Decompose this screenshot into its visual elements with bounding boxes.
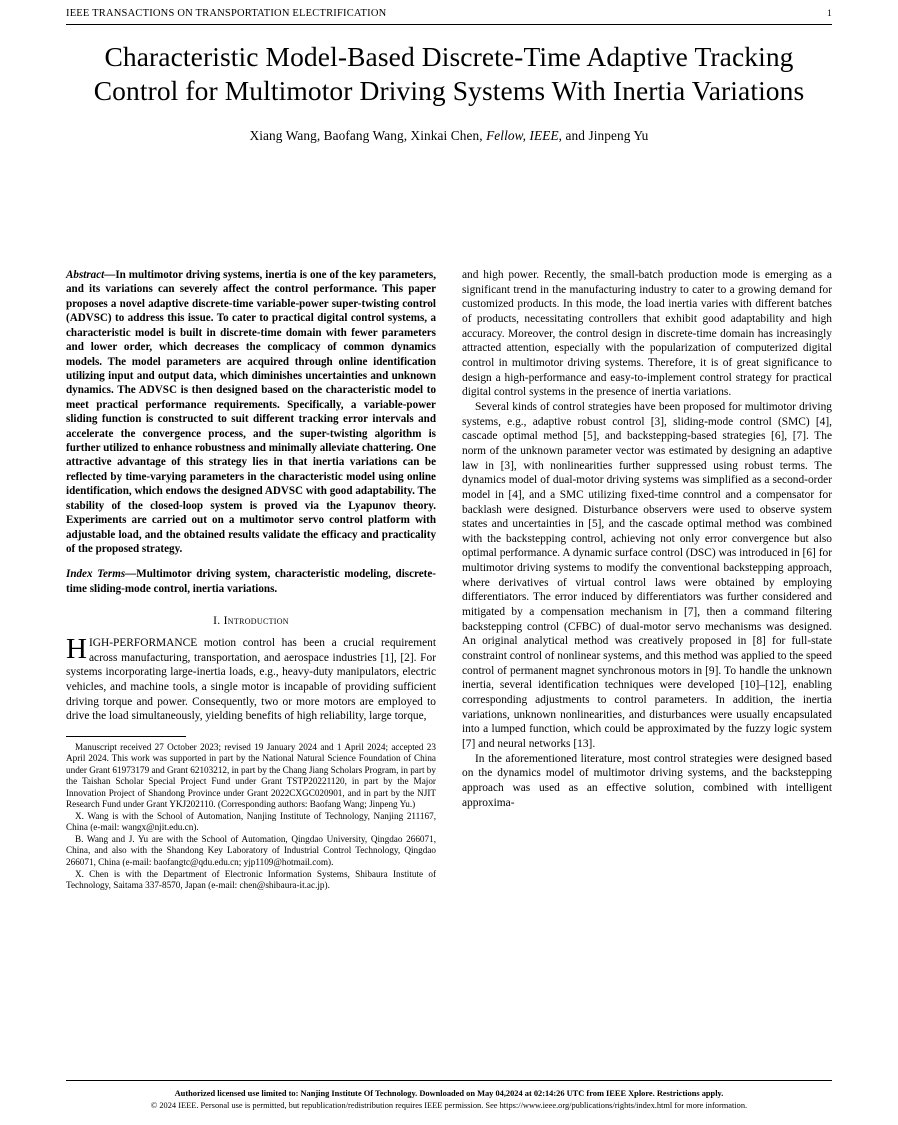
page-title: Characteristic Model-Based Discrete-Time Adaptive Tracking Control for Multimotor Driving Systems With Inertia Variations: [93, 41, 805, 106]
footer-license-line: Authorized licensed use limited to: Nanjing Institute Of Technology. Downloaded on May 04,2024 at 02:14:26 UTC from IEEE Xplore. Restrictions apply.: [174, 1089, 724, 1099]
footer-copyright-line: © 2024 IEEE. Personal use is permitted, but republication/redistribution requires IEEE permission. See https://www.ieee.org/publications/rights/index.html for more information.: [150, 1100, 748, 1110]
right-paragraph-1: and high power. Recently, the small-batch production mode is emerging as a significant trend in the manufacturing industry to cater to a growing demand for customized products. In this mode, the load inertia varies with different batches of products, necessitating controllers that exhibit good adaptability and high accuracy. Moreover, the control design in discrete-time domain has increasingly attracted attention, especially with the popularization of computerized digital control in multimotor driving systems. Therefore, it is of great significance to design a high-performance and easy-to-implement control strategy for practical digital control systems in the presence of inertia variations.: [462, 269, 832, 399]
left-column: [66, 268, 436, 892]
page-footer: [66, 1088, 832, 1111]
journal-name: IEEE TRANSACTIONS ON TRANSPORTATION ELECTRIFICATION: [66, 8, 387, 19]
authors-part1: Xiang Wang, Baofang Wang, Xinkai Chen,: [249, 128, 487, 144]
author-list: [66, 128, 832, 144]
footnote-manuscript: Manuscript received 27 October 2023; revised 19 January 2024 and 1 April 2024; accepted 23 April 2024. This work was supported in part by the National Natural Science Foundation of China under Grant 61973179 and Grant 62103212, in part by the Chang Jiang Scholars Program, in part by the Taishan Scholar Special Project Fund under Grant TSTP20221120, in part by the Major Innovation Project of Shandong Province under Grant 2022CXGC020901, and in part by the NJIT Research Fund under Grant YKJ202110. (Corresponding authors: Baofang Wang; Jinpeng Yu.): [66, 742, 436, 809]
footnote-author-wang-x: X. Wang is with the School of Automation, Nanjing Institute of Technology, Nanjing 211167, China (e-mail: wangx@njit.edu.cn).: [66, 810, 436, 833]
footer-rule: [66, 1080, 832, 1081]
right-paragraph-2: Several kinds of control strategies have been proposed for multimotor driving systems, e.g., adaptive robust control [3], sliding-mode control (SMC) [4], cascade optimal method [5], and backstepping-based strategies [6], [7]. The norm of the unknown parameter vector was estimated by designing an adaptive law in [3], with nonlinearities further suppressed using robust terms. The dynamics model of dual-motor driving systems was simplified as a second-order model in [4], and a SMC utilizing fixed-time conntrol and a compensator for backlash were designed. Disturbance observers were used to observe system states and uncertainties in [5], and the cascade optimal method was combined with the backstepping control, achieving not only error convergence but also optimal performance. A dynamic surface control (DSC) was introduced in [6] for multimotor driving systems to modify the conventional backstepping approach, where derivatives of virtual control laws were obtained by employing differentiators. The error induced by differentiators was further considered and mitigated by a compensation mechanism in [7], then a command filtering backstepping control (CFBC) of dual-motor servo mechanisms was designed. An original analytical method was creatively proposed in [8] for full-state constraint control of nonlinear systems, and this method was applied to the speed control of permanent magnet synchronous motors in [9]. To handle the unknown inertia, several identification techniques were developed [10]–[12], enabling corresponding adjustments to control parameters. In addition, the inertia variations, unknown nonlinearities, and disturbances were usually encapsulated into a lumped function, which could be approximated by the fuzzy logic system [7] and neural networks [13].: [462, 400, 832, 750]
footnote-rule: [66, 736, 186, 737]
footnotes: [66, 742, 436, 891]
abstract-text: In multimotor driving systems, inertia is one of the key parameters, and its variations can severely affect the control performance. This paper proposes a novel adaptive discrete-time variable-power super-twisting control (ADVSC) to address this issue. To cater to practical digital control systems, a characteristic model is built in discrete-time domain with fewer parameters and lower order, which decreases the complicacy of common dynamics models. The model parameters are acquired through online identification utilizing input and output data, which diminishes uncertainties and unknown dynamics. The ADVSC is then designed based on the characteristic model to meet practical performance requirements. Specifically, a variable-power sliding function is constructed to suit different tracking error intervals and accelerate the convergence process, and the super-twisting algorithm is further utilized to enhance robustness and minimally alleviate chattering. One attractive advantage of this strategy lies in that inertia variations can be reflected by time-varying parameters in the characteristic model using online identification, which endows the designed ADVSC with good adaptability. The stability of the closed-loop system is proved via the Lyapunov theory. Experiments are carried out on a multimotor servo control platform with adjustable load, and the obtained results validate the efficacy and practicality of the proposed strategy.: [66, 269, 436, 556]
right-paragraph-3: In the aforementioned literature, most control strategies were designed based on the dynamics model of multimotor driving systems, and the backstepping approach was used as an effective solution, combined with intelligent approxima-: [462, 752, 832, 809]
title-block: [66, 40, 832, 144]
authors-fellow: Fellow, IEEE: [486, 128, 559, 144]
abstract: [66, 268, 436, 556]
section-heading-introduction: I. Introduction: [213, 614, 289, 628]
index-terms-label: Index Terms—: [66, 568, 137, 581]
intro-paragraph-1: [66, 633, 436, 724]
running-head: [66, 8, 832, 19]
body-columns: [66, 268, 832, 892]
drop-cap: H: [66, 633, 87, 666]
authors-part2: , and Jinpeng Yu: [558, 128, 649, 144]
index-terms: [66, 567, 436, 596]
right-column: [462, 268, 832, 892]
header-rule: [66, 24, 832, 25]
page-number: 1: [827, 9, 832, 19]
footnote-author-wang-b: B. Wang and J. Yu are with the School of Automation, Qingdao University, Qingdao 266071, China, and also with the Shandong Key Laboratory of Industrial Control Technology, Qingdao 266071, China (e-mail: baofangtc@qdu.edu.cn; yjp1109@hotmail.com).: [66, 833, 436, 867]
index-terms-text: Multimotor driving system, characteristic modeling, discrete-time sliding-mode control, inertia variations.: [66, 568, 436, 595]
abstract-label: Abstract—: [66, 269, 116, 281]
intro-paragraph-1-text: IGH-PERFORMANCE motion control has been a crucial requirement across manufacturing, transportation, and aerospace industries [1], [2]. For systems incorporating large-inertia loads, e.g., heavy-duty manipulators, electric vehicles, and machine tools, a single motor is incapable of providing sufficient driving torque and power. Consequently, two or more motors are employed to drive the load simultaneously, yielding benefits of high reliability, large torque,: [66, 637, 436, 723]
footnote-author-chen: X. Chen is with the Department of Electronic Information Systems, Shibaura Institute of Technology, Saitama 337-8570, Japan (e-mail: chen@shibaura-it.ac.jp).: [66, 868, 436, 890]
